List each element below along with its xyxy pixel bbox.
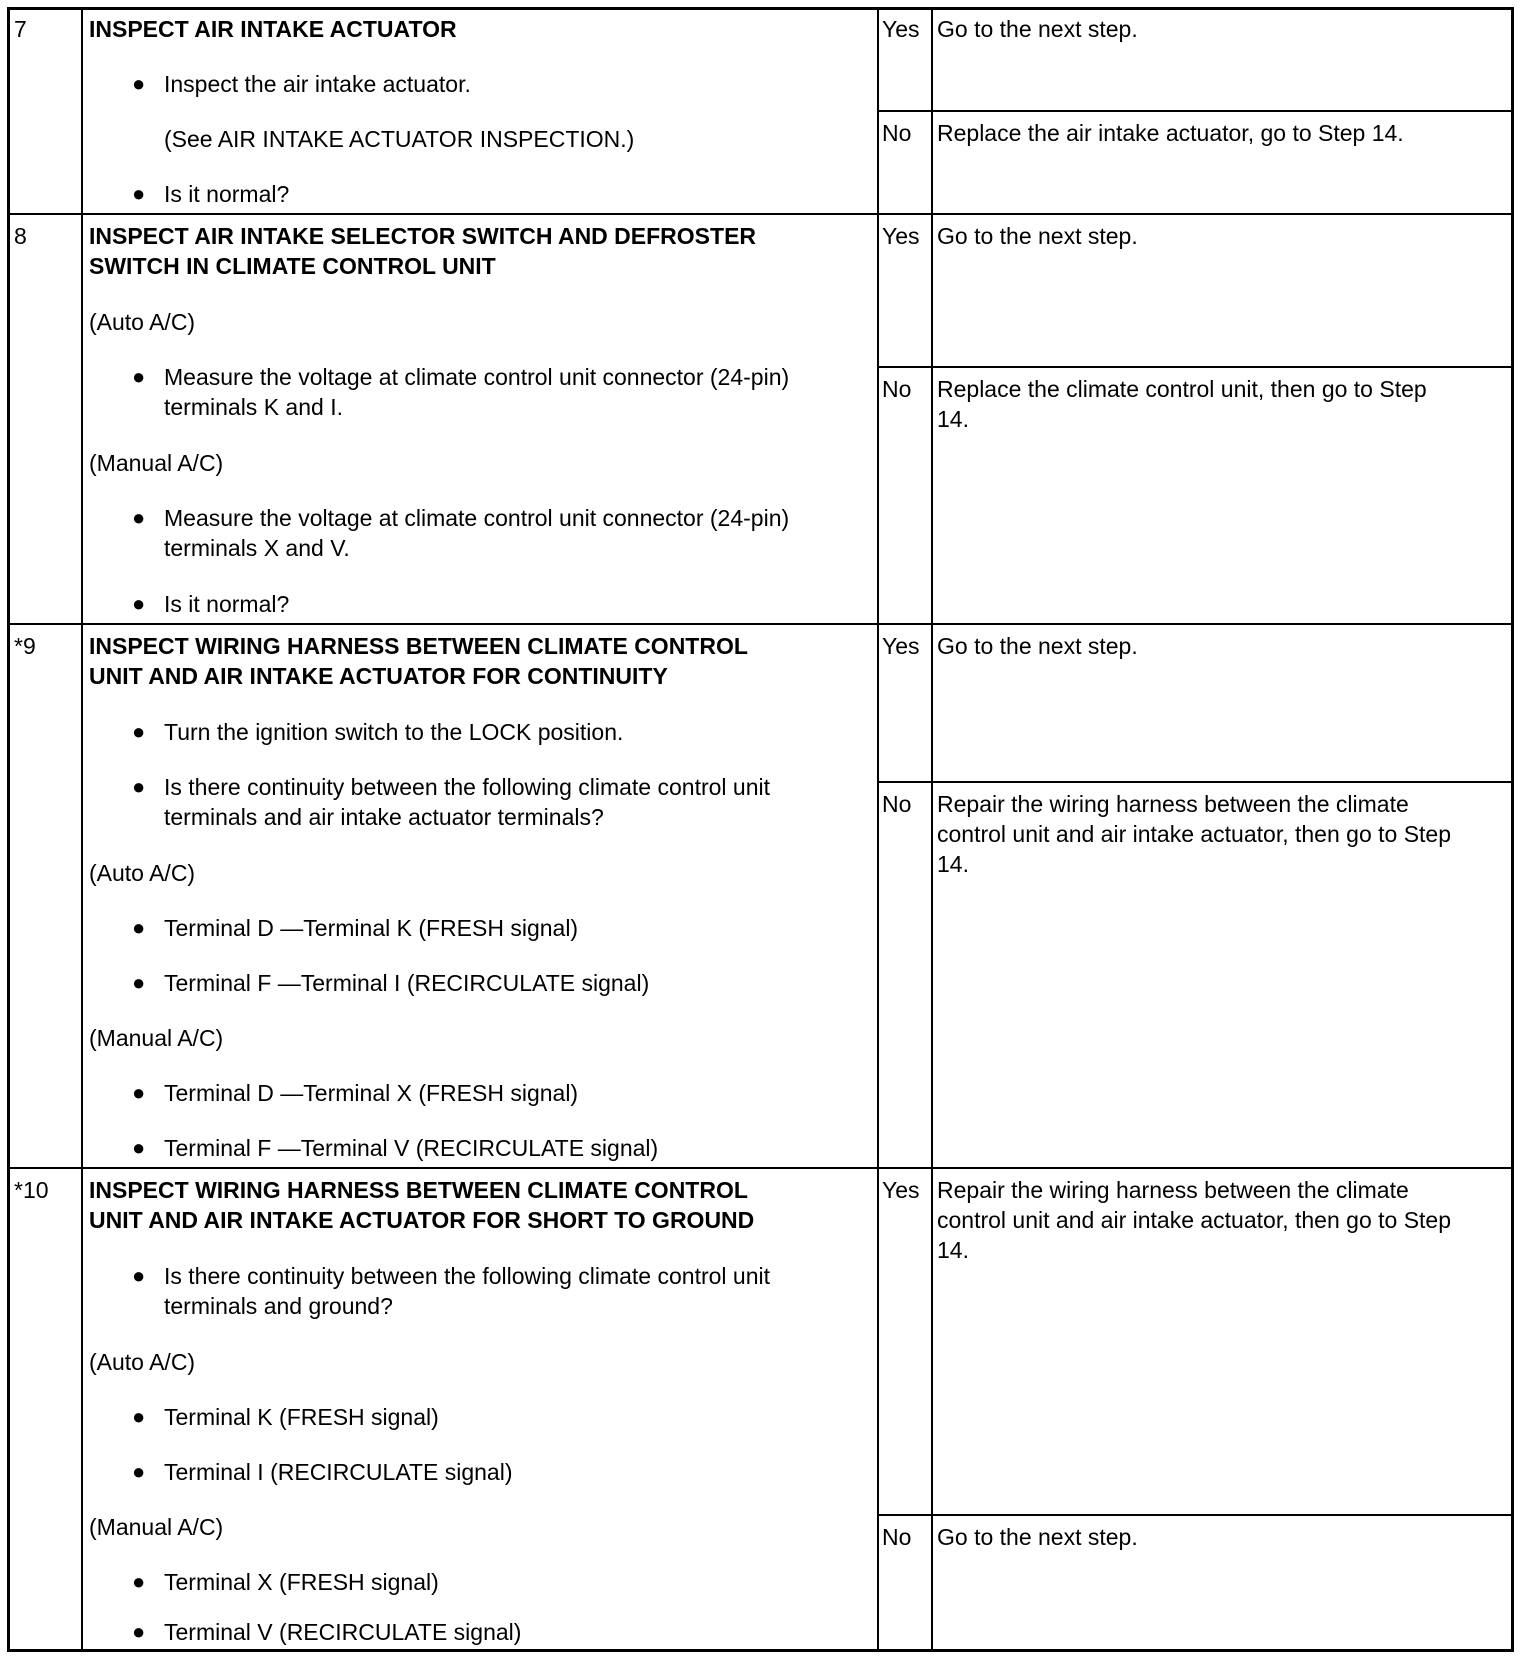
no-label: No	[882, 120, 912, 146]
step-instruction: Measure the voltage at climate control unit connector (24-pin)	[164, 364, 790, 390]
bullet-icon: ●	[132, 364, 146, 389]
yes-no-divider-10	[877, 1514, 1514, 1516]
bullet-icon: ●	[132, 1459, 146, 1484]
step-title-line: INSPECT WIRING HARNESS BETWEEN CLIMATE CONTROL	[89, 1177, 748, 1203]
step-question: terminals and air intake actuator terminals?	[164, 804, 604, 830]
auto-ac-label: (Auto A/C)	[89, 1349, 196, 1375]
step-title-line: INSPECT WIRING HARNESS BETWEEN CLIMATE CONTROL	[89, 633, 748, 659]
step-reference: (See AIR INTAKE ACTUATOR INSPECTION.)	[164, 126, 635, 152]
no-action: Repair the wiring harness between the climate	[937, 791, 1409, 817]
terminal-pair: Terminal F —Terminal V (RECIRCULATE signal)	[164, 1135, 659, 1161]
no-action: 14.	[937, 851, 969, 877]
row-divider-10	[7, 1167, 1514, 1169]
no-action: Replace the air intake actuator, go to Step 14.	[937, 120, 1404, 146]
terminal-item: Terminal K (FRESH signal)	[164, 1404, 439, 1430]
bullet-icon: ●	[132, 181, 146, 206]
step-instruction: Inspect the air intake actuator.	[164, 71, 471, 97]
yes-no-divider-8	[877, 366, 1514, 368]
bullet-icon: ●	[132, 1569, 146, 1594]
manual-ac-label: (Manual A/C)	[89, 1514, 224, 1540]
step-instruction: terminals K and I.	[164, 394, 343, 420]
bullet-icon: ●	[132, 1404, 146, 1429]
bullet-icon: ●	[132, 1135, 146, 1160]
step-instruction: Measure the voltage at climate control unit connector (24-pin)	[164, 505, 790, 531]
row-divider-9	[7, 623, 1514, 625]
bullet-icon: ●	[132, 970, 146, 995]
yes-action: Go to the next step.	[937, 16, 1138, 42]
step-number: 8	[14, 223, 27, 249]
bullet-icon: ●	[132, 71, 146, 96]
yes-action: control unit and air intake actuator, then go to Step	[937, 1207, 1452, 1233]
yes-action: Repair the wiring harness between the climate	[937, 1177, 1409, 1203]
step-question: Is there continuity between the following climate control unit	[164, 774, 770, 800]
row-divider-8	[7, 213, 1514, 215]
bullet-icon: ●	[132, 1619, 146, 1644]
step-instruction: terminals X and V.	[164, 535, 350, 561]
terminal-pair: Terminal D —Terminal K (FRESH signal)	[164, 915, 579, 941]
no-action: Go to the next step.	[937, 1524, 1138, 1550]
bullet-icon: ●	[132, 719, 146, 744]
yes-label: Yes	[882, 1177, 920, 1203]
yes-label: Yes	[882, 223, 920, 249]
no-action: control unit and air intake actuator, then go to Step	[937, 821, 1452, 847]
bullet-icon: ●	[132, 774, 146, 799]
yes-action: Go to the next step.	[937, 633, 1138, 659]
step-question: Is it normal?	[164, 591, 290, 617]
table-border-bottom	[7, 1649, 1514, 1652]
col-divider-step	[81, 7, 83, 1652]
step-instruction: Turn the ignition switch to the LOCK position.	[164, 719, 624, 745]
step-title: INSPECT AIR INTAKE ACTUATOR	[89, 16, 457, 42]
step-question: terminals and ground?	[164, 1293, 393, 1319]
col-divider-action	[877, 7, 879, 1652]
manual-ac-label: (Manual A/C)	[89, 450, 224, 476]
no-action: 14.	[937, 406, 969, 432]
step-number: *10	[14, 1177, 49, 1203]
yes-label: Yes	[882, 16, 920, 42]
bullet-icon: ●	[132, 505, 146, 530]
terminal-pair: Terminal F —Terminal I (RECIRCULATE signal)	[164, 970, 650, 996]
no-action: Replace the climate control unit, then go to Step	[937, 376, 1427, 402]
no-label: No	[882, 376, 912, 402]
auto-ac-label: (Auto A/C)	[89, 309, 196, 335]
table-border-top	[7, 7, 1514, 10]
yes-action: 14.	[937, 1237, 969, 1263]
yes-label: Yes	[882, 633, 920, 659]
step-question: Is it normal?	[164, 181, 290, 207]
table-border-right	[1511, 7, 1514, 1652]
bullet-icon: ●	[132, 1080, 146, 1105]
step-title-line: INSPECT AIR INTAKE SELECTOR SWITCH AND DEFROSTER	[89, 223, 757, 249]
table-border-left	[7, 7, 10, 1652]
no-label: No	[882, 791, 912, 817]
step-title-line: SWITCH IN CLIMATE CONTROL UNIT	[89, 253, 496, 279]
bullet-icon: ●	[132, 591, 146, 616]
col-divider-result	[931, 7, 933, 1652]
step-question: Is there continuity between the following climate control unit	[164, 1263, 770, 1289]
auto-ac-label: (Auto A/C)	[89, 860, 196, 886]
step-title-line: UNIT AND AIR INTAKE ACTUATOR FOR SHORT TO GROUND	[89, 1207, 755, 1233]
manual-ac-label: (Manual A/C)	[89, 1025, 224, 1051]
no-label: No	[882, 1524, 912, 1550]
terminal-item: Terminal I (RECIRCULATE signal)	[164, 1459, 513, 1485]
terminal-item: Terminal X (FRESH signal)	[164, 1569, 439, 1595]
yes-no-divider-9	[877, 781, 1514, 783]
yes-no-divider-7	[877, 110, 1514, 112]
step-title-line: UNIT AND AIR INTAKE ACTUATOR FOR CONTINUITY	[89, 663, 668, 689]
terminal-pair: Terminal D —Terminal X (FRESH signal)	[164, 1080, 579, 1106]
terminal-item: Terminal V (RECIRCULATE signal)	[164, 1619, 522, 1645]
step-number: *9	[14, 633, 36, 659]
step-number: 7	[14, 16, 27, 42]
yes-action: Go to the next step.	[937, 223, 1138, 249]
bullet-icon: ●	[132, 1263, 146, 1288]
bullet-icon: ●	[132, 915, 146, 940]
